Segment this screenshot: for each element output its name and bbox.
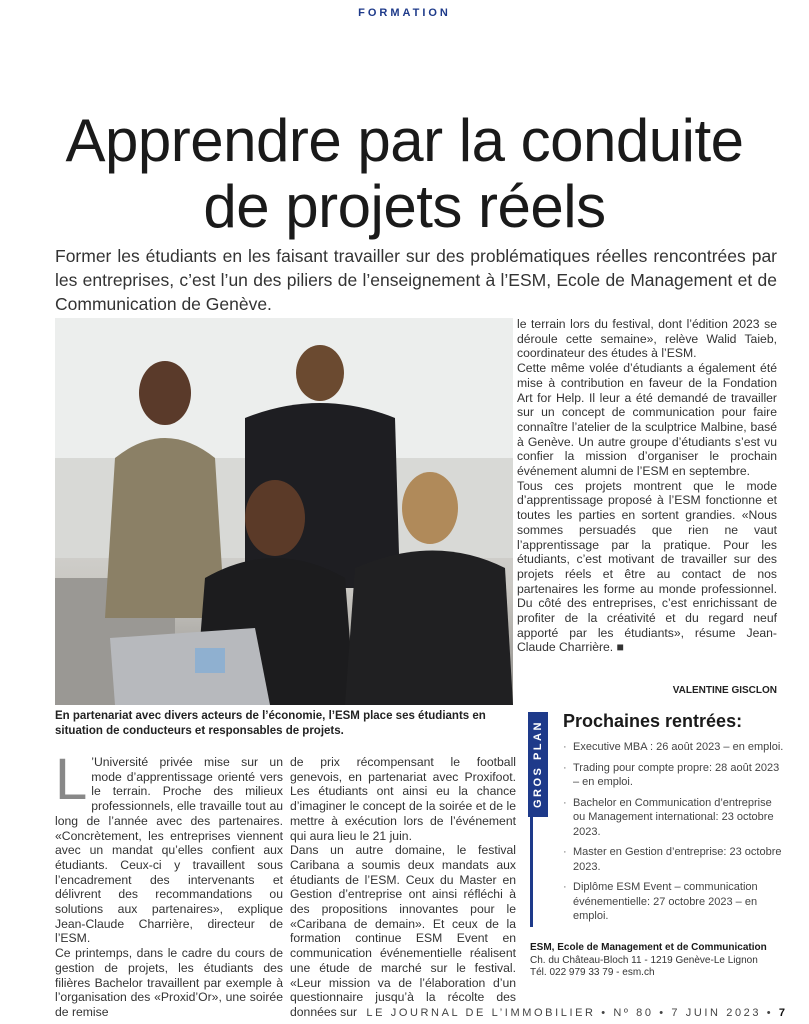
byline: VALENTINE GISCLON <box>672 685 777 696</box>
drop-cap: L <box>55 747 88 812</box>
headline <box>0 108 809 240</box>
contact-name: ESM, Ecole de Management et de Communication <box>530 942 767 953</box>
article-column-1 <box>55 747 283 1020</box>
headline-line: de projets réels <box>203 173 606 240</box>
paragraph: le terrain lors du festival, dont l’édition 2023 se déroule cette semaine», relève Walid Taieb, coordinateur des études à l’ESM. <box>517 317 777 361</box>
list-item: · Executive MBA : 26 août 2023 – en emploi. <box>561 740 786 755</box>
contact-info <box>530 942 780 980</box>
article-column-3 <box>517 317 777 655</box>
paragraph: Cette même volée d’étudiants a également été mise à contribution en faveur de la Fondation Art for Help. Il leur a été demandé de travailler sur un concept de communication pour faire connaître l’atelier de la sculptrice Malbine, basé à Genève. Un autre groupe d’étudiants s’est vu confier la mission d’organiser le prochain événement alumni de l’ESM en septembre. <box>517 361 777 479</box>
list-item: · Bachelor en Communication d’entreprise ou Management international: 23 octobre 2023. <box>561 796 786 840</box>
paragraph: de prix récompensant le football genevois, en partenariat avec Proxifoot. Les étudiants ont ainsi eu la chance d’imaginer le concept de la soirée et de le mettre à exécution lors de l’événement qui aura lieu le 21 juin. <box>290 755 516 843</box>
sidebar-title: Prochaines rentrées: <box>563 711 743 731</box>
list-item: · Trading pour compte propre: 28 août 2023 – en emploi. <box>561 761 786 790</box>
page-footer <box>0 1007 785 1019</box>
students-photo-illustration <box>55 318 513 705</box>
photo-caption: En partenariat avec divers acteurs de l’économie, l’ESM place ses étudiants en situation de conducteurs et responsables de projets. <box>55 710 486 737</box>
article-column-2 <box>290 755 516 1020</box>
page-number: 7 <box>778 1007 785 1019</box>
paragraph: Ce printemps, dans le cadre du cours de gestion de projets, les étudiants des filières Bachelor travaillent par exemple à l’organisation des «Proxid’Or», une soirée de remise <box>55 946 283 1019</box>
list-item: · Master en Gestion d’entreprise: 23 octobre 2023. <box>561 845 786 874</box>
sidebar-tag: GROS PLAN <box>528 712 548 817</box>
lede: Former les étudiants en les faisant travailler sur des problématiques réelles rencontrées par les entreprises, c’est l’un des piliers de l’enseignement à l’ESM, Ecole de Management et de Communication de Genève. <box>55 246 777 314</box>
paragraph: Dans un autre domaine, le festival Caribana a soumis deux mandats aux étudiants de l’ESM. Ceux du Master en Gestion d’entreprise ont ainsi réfléchi à des propositions innovantes pour le «Caribana de demain». Et ceux de la formation continue ESM Event en communication événementielle réalisent une étude de marché sur le festival. «Leur mission va de l’élaboration d’un questionnaire jusqu’à la récolte des données sur <box>290 843 516 1019</box>
section-label: FORMATION <box>358 7 451 19</box>
contact-address: Ch. du Château-Bloch 11 - 1219 Genève-Le Lignon <box>530 954 758 966</box>
paragraph: ’Université privée mise sur un mode d’apprentissage orienté vers le terrain. Proche des milieux professionnels, elle travaille tout au long de l’année avec des partenaires. «Concrètement, les entreprises viennent avec un mandat qu’elles confient aux étudiants. Ceux-ci y travaillent sous l’encadrement des intervenants et délivrent des recommandations ou solutions aux partenaires», explique Jean-Claude Charrière, directeur de l’ESM. <box>55 755 283 946</box>
paragraph: Tous ces projets montrent que le mode d’apprentissage proposé à l’ESM fonctionne et toutes les parties en sortent grandies. «Nous sommes persuadés que rien ne vaut l’apprentissage par la pratique. Pour les étudiants, c’est motivant de travailler sur des projets réels et être au contact de nos partenaires les forme au monde professionnel. Du côté des entreprises, c’est enrichissant de profiter de la créativité et du regard neuf apporté par les étudiants», résume Jean-Claude Charrière. ■ <box>517 478 777 655</box>
sidebar-box <box>530 711 784 927</box>
article-photo <box>55 318 513 705</box>
publication-info: LE JOURNAL DE L’IMMOBILIER • Nº 80 • 7 JUIN 2023 • <box>366 1007 774 1019</box>
contact-phone-web: Tél. 022 979 33 79 - esm.ch <box>530 967 655 978</box>
headline-line: Apprendre par la conduite <box>65 107 744 174</box>
intake-list <box>561 740 786 930</box>
list-item: · Diplôme ESM Event – communication événementielle: 27 octobre 2023 – en emploi. <box>561 880 786 924</box>
